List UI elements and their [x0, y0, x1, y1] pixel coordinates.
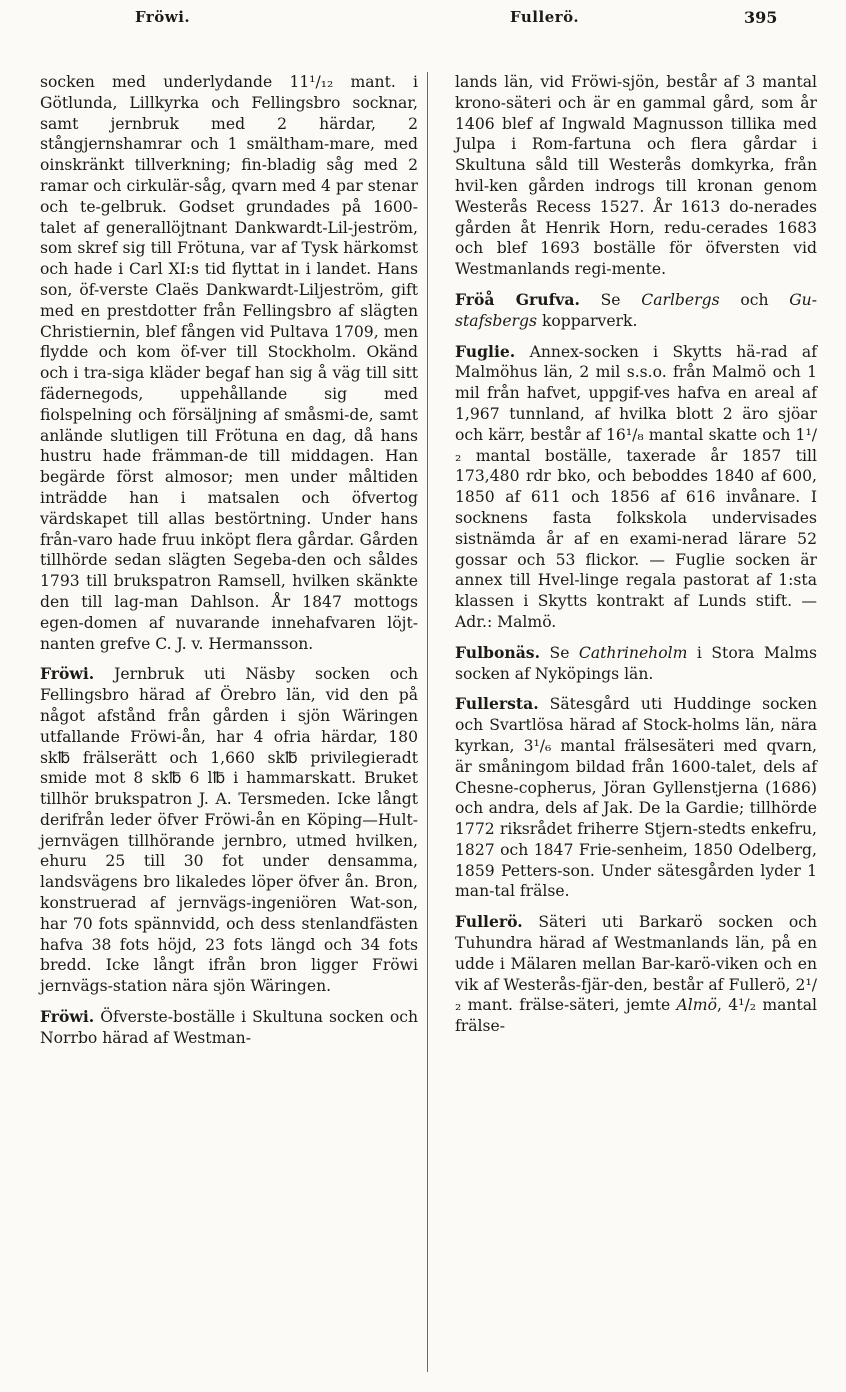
entry-text: kopparverk.	[537, 311, 638, 330]
entry-fullero	[455, 912, 817, 1037]
entry-frowi-bostalle	[40, 1007, 418, 1049]
entry-text: och	[719, 290, 790, 309]
entry-headword: Fullersta.	[455, 694, 539, 714]
entry-headword: Fröwi.	[40, 664, 95, 684]
entry-text: Säteri uti Barkarö socken och Tuhundra härad af Westmanlands län, på en udde i Mälaren mellan Bar-karö-viken och en vik af Westerås-fjär-den, består af Fullerö, 2¹/₂ mant. frälse-säteri, jemte	[455, 913, 817, 1015]
column-divider	[427, 72, 428, 1372]
entry-text: Jernbruk uti Näsby socken och Fellingsbro härad af Örebro län, vid den på något afstånd från gården i sjön Wäringen utfallande Fröwi-ån, har 4 ofria härdar, 180 sk℔ frälserätt och 1,660 sk℔ privilegieradt smide mot 8 sk℔ 6 l℔ i hammarskatt. Bruket tillhör brukspatron J. A. Tersmeden. Icke långt derifrån leder öfver Fröwi-ån en Köping—Hult-jernvägen tillhörande jernbro, utmed hvilken, ehuru 25 till 30 fot under densamma, landsvägens bro likaledes löper öfver ån. Bron, konstruerad af jernvägs-ingeniören Wat-son, har 70 fots spännvidd, och dess stenlandfästen hafva 38 fots höjd, 23 fots längd och 34 fots bredd. Icke långt ifrån bron ligger Fröwi jernvägs-station nära sjön Wäringen.	[40, 665, 418, 996]
right-running-head: Fullerö.	[510, 8, 580, 26]
place-name: Almö	[676, 996, 717, 1015]
entry-frowi-jernbruk	[40, 664, 418, 997]
entry-froa-grufva	[455, 290, 817, 332]
right-column	[455, 72, 817, 1047]
entry-headword: Fulbonäs.	[455, 642, 541, 662]
entry-fulbonas	[455, 643, 817, 685]
entry-text: Annex-socken i Skytts hä-rad af Malmöhus län, 2 mil s.s.o. från Malmö och 1 mil från hafvet, uppgif-ves hafva en areal af 1,967 tunnland, af hvilka blott 2 äro sjöar och kärr, består af 16¹/₈ mantal skatte och 1¹/₂ mantal boställe, taxerade år 1857 till 173,480 rdr bko, och beboddes 1840 af 600, 1850 af 611 och 1856 af 616 invånare. I socknens fasta folkskola undervisades sistnämda år af en exami-nerad lärare 52 gossar och 53 flickor. — Fuglie socken är annex till Hvel-linge regala pastorat af 1:sta klassen i Skytts kontrakt af Lunds stift. — Adr.: Malmö.	[455, 342, 817, 631]
entry-text: i Stora Malms socken af Nyköpings län.	[455, 643, 817, 683]
entry-text: Sätesgård uti Huddinge socken och Svartlösa härad af Stock-holms län, nära kyrkan, 3¹/₆ mantal frälsesäteri med qvarn, är småningom bildad från 1600-talet, dels af Chesne-copherus, Jöran Gyllenstjerna (1686) och andra, dels af Jak. De la Gardie; tillhörde 1772 riksrådet friherre Stjern-stedts enkefru, 1827 och 1847 Frie-senheim, 1850 Odelberg, 1859 Petters-son. Under sätesgården lyder 1 man-tal frälse.	[455, 695, 817, 901]
entry-headword: Fröå Grufva.	[455, 289, 580, 309]
page-number: 395	[744, 8, 778, 27]
entry-headword: Fullerö.	[455, 912, 523, 932]
entry-fullersta	[455, 694, 817, 902]
cross-reference: Gu-stafsbergs	[455, 290, 817, 330]
entry-text: Öfverste-boställe i Skultuna socken och Norrbo härad af Westman-	[40, 1008, 418, 1047]
cross-reference: Cathrineholm	[578, 643, 688, 662]
entry-text: Se	[540, 643, 579, 662]
entry-text: socken med underlydande 11¹/₁₂ mant. i Götlunda, Lillkyrka och Fellingsbro socknar, samt jernbruk med 2 härdar, 2 stångjernshamrar och 1 smältham-mare, med oinskränkt tillverkning; fin-bladig såg med 2 ramar och cirkulär-såg, qvarn med 4 par stenar och te-gelbruk. Godset grundades på 1600-talet af generallöjtnant Dankwardt-Lil-jeström, som skref sig till Frötuna, var af Tysk härkomst och hade i Carl XI:s tid flyttat in i landet. Hans son, öf-verste Claës Dankwardt-Liljeström, gift med en prestdotter från Fellingsbro af slägten Christiernin, blef fången vid Pultava 1709, men flydde och kom öf-ver till Stockholm. Okänd och i tra-siga kläder begaf han sig å väg till sitt fädernegods, uppehållande sig med fiolspelning och försäljning af småsmi-de, samt anlände slutligen till Frötuna en dag, då hans hustru hade främman-de till middagen. Han begärde först almosor; men under måltiden inträdde han i matsalen och öfvertog värdskapet till allas bestörtning. Under hans från-varo hade fruu inköpt flera gårdar. Gården tillhörde sedan slägten Segeba-den och såldes 1793 till brukspatron Ramsell, hvilken skänkte den till lag-man Dahlson. År 1847 mottogs egen-domen af nuvarande innehafvaren löjt-nanten grefve C. J. v. Hermansson.	[40, 73, 418, 653]
entry-text: lands län, vid Fröwi-sjön, består af 3 mantal krono-säteri och är en gammal gård, som år 1406 blef af Ingwald Magnusson tillika med Julpa i Rom-fartuna och flera gårdar i Skultuna såld till Westerås domkyrka, från hvil-ken gården indrogs till kronan genom Westerås Recess 1527. År 1613 do-nerades gården åt Henrik Horn, redu-cerades 1683 och blef 1693 boställe för öfversten vid Westmanlands regi-mente.	[455, 73, 817, 279]
running-header	[0, 8, 846, 38]
cross-reference: Carlbergs	[641, 290, 720, 309]
entry-headword: Fröwi.	[40, 1007, 95, 1027]
entry-frowi-continued	[455, 72, 817, 280]
left-running-head: Fröwi.	[135, 8, 191, 26]
entry-headword: Fuglie.	[455, 341, 516, 361]
entry-text: , 4¹/₂ mantal frälse-	[455, 996, 817, 1036]
entry-fuglie	[455, 342, 817, 633]
entry-frotuna-continued	[40, 72, 418, 654]
left-column	[40, 72, 418, 1059]
entry-text: Se	[579, 290, 642, 309]
